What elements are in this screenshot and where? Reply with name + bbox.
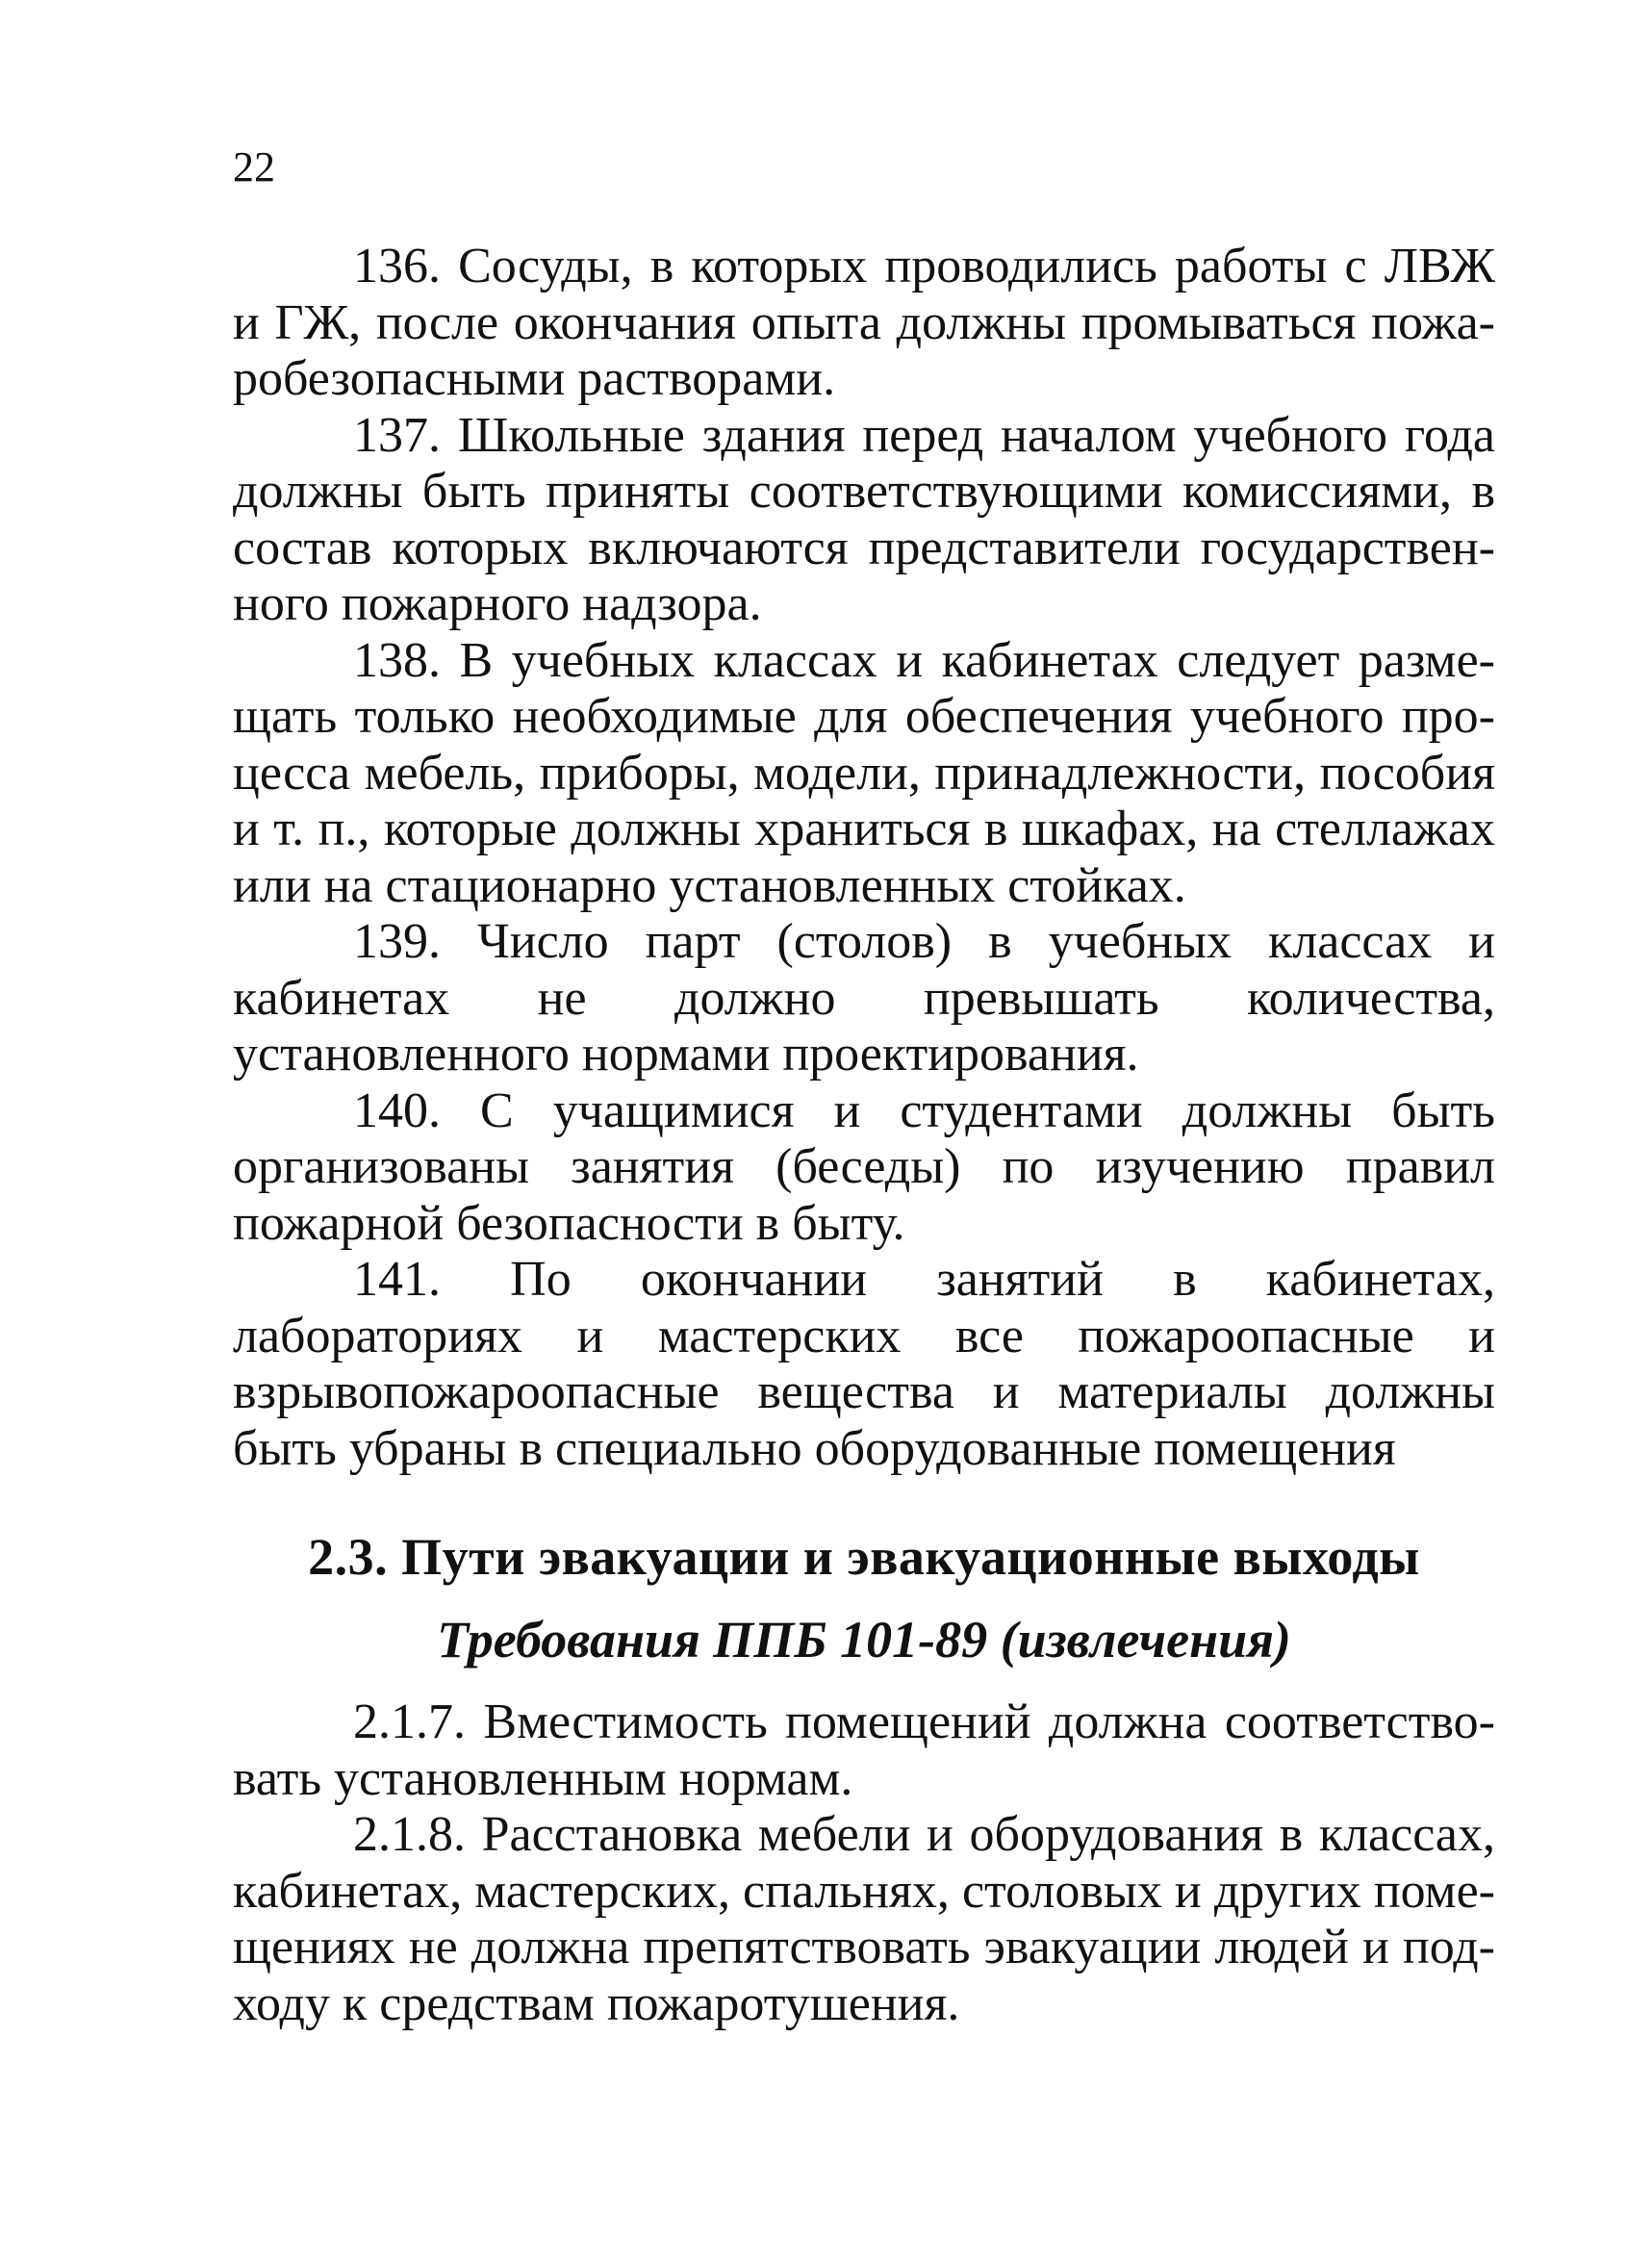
paragraph-136: 136. Сосуды, в которых проводились работы с ЛВЖ и ГЖ, после окончания опыта должны промываться пожаробезопасными растворами. bbox=[233, 239, 1495, 406]
page-number: 22 bbox=[233, 143, 275, 191]
page-body bbox=[233, 239, 1495, 2032]
paragraph-140: 140. С учащимися и студентами должны быть организованы занятия (беседы) по изучению правил пожарной безопасности в быту. bbox=[233, 1083, 1495, 1251]
paragraph-2-1-8: 2.1.8. Расстановка мебели и оборудования в классах, кабинетах, мастерских, спальнях, столовых и других помещениях не должна препятствовать эвакуации людей и подходу к средствам пожаротушения. bbox=[233, 1807, 1495, 2031]
paragraph-141: 141. По окончании занятий в кабинетах, лабораториях и мастерских все пожароопасные и взрывопожароопасные вещества и материалы должны быть убраны в специально оборудованные помещения bbox=[233, 1252, 1495, 1476]
paragraph-139: 139. Число парт (столов) в учебных классах и кабинетах не должно превышать количества, установленного нормами проектирования. bbox=[233, 914, 1495, 1082]
paragraph-137: 137. Школьные здания перед началом учебного года должны быть приняты соответствующими комиссиями, в состав которых включаются представители государственного пожарного надзора. bbox=[233, 407, 1495, 631]
section-heading: 2.3. Пути эвакуации и эвакуационные выходы bbox=[308, 1528, 1420, 1586]
paragraph-2-1-7: 2.1.7. Вместимость помещений должна соответствовать установленным нормам. bbox=[233, 1694, 1495, 1806]
paragraph-138: 138. В учебных классах и кабинетах следует размещать только необходимые для обеспечения учебного процесса мебель, приборы, модели, принадлежности, пособия и т. п., которые должны храниться в шкафах, на стеллажах или на стационарно установленных стойках. bbox=[233, 632, 1495, 913]
section-subheading: Требования ППБ 101-89 (извлечения) bbox=[437, 1611, 1291, 1668]
